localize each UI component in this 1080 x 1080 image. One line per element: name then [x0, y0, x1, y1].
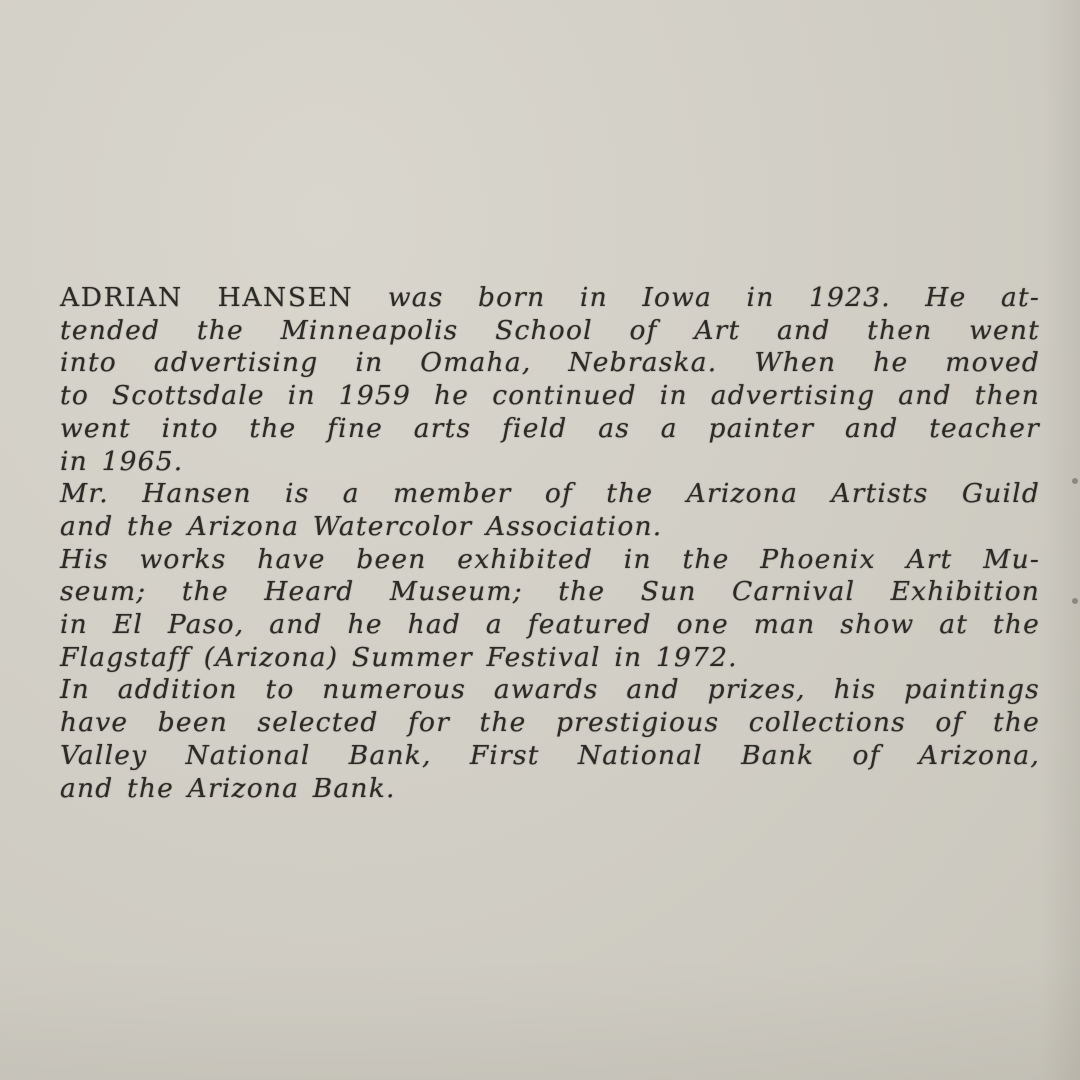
biography-line: His works have been exhibited in the Phoenix Art Mu- — [60, 543, 1040, 575]
biography-line: Valley National Bank, First National Bank of Arizona, — [60, 739, 1040, 771]
biography-line: seum; the Heard Museum; the Sun Carnival Exhibition — [60, 576, 1040, 608]
biography-line: tended the Minneapolis School of Art and then went — [60, 314, 1040, 346]
page-speck — [1072, 478, 1078, 484]
biography-line-text: was born in Iowa in 1923. He at- — [353, 282, 1040, 313]
biography-line — [60, 282, 1040, 315]
biography-line: Flagstaff (Arizona) Summer Festival in 1972. — [60, 641, 738, 673]
biography-line: to Scottsdale in 1959 he continued in advertising and then — [60, 380, 1040, 412]
biography-line: have been selected for the prestigious collections of the — [60, 707, 1040, 739]
page-speck — [1072, 598, 1078, 604]
biography-line: In addition to numerous awards and prizes, his paintings — [60, 674, 1040, 706]
biography-line: Mr. Hansen is a member of the Arizona Artists Guild — [60, 478, 1040, 510]
biography-line: and the Arizona Watercolor Association. — [60, 510, 663, 542]
biography-line: in 1965. — [60, 445, 184, 477]
biography-line: into advertising in Omaha, Nebraska. When he moved — [60, 347, 1040, 379]
biography-line: went into the fine arts field as a painter and teacher — [60, 412, 1040, 444]
page-gutter-shadow — [1040, 0, 1080, 1080]
biography-text — [60, 282, 1040, 805]
page-bottom-shadow — [0, 960, 1080, 1080]
artist-name: ADRIAN HANSEN — [60, 282, 354, 313]
biography-line: and the Arizona Bank. — [60, 772, 396, 804]
biography-line: in El Paso, and he had a featured one man show at the — [60, 609, 1040, 641]
